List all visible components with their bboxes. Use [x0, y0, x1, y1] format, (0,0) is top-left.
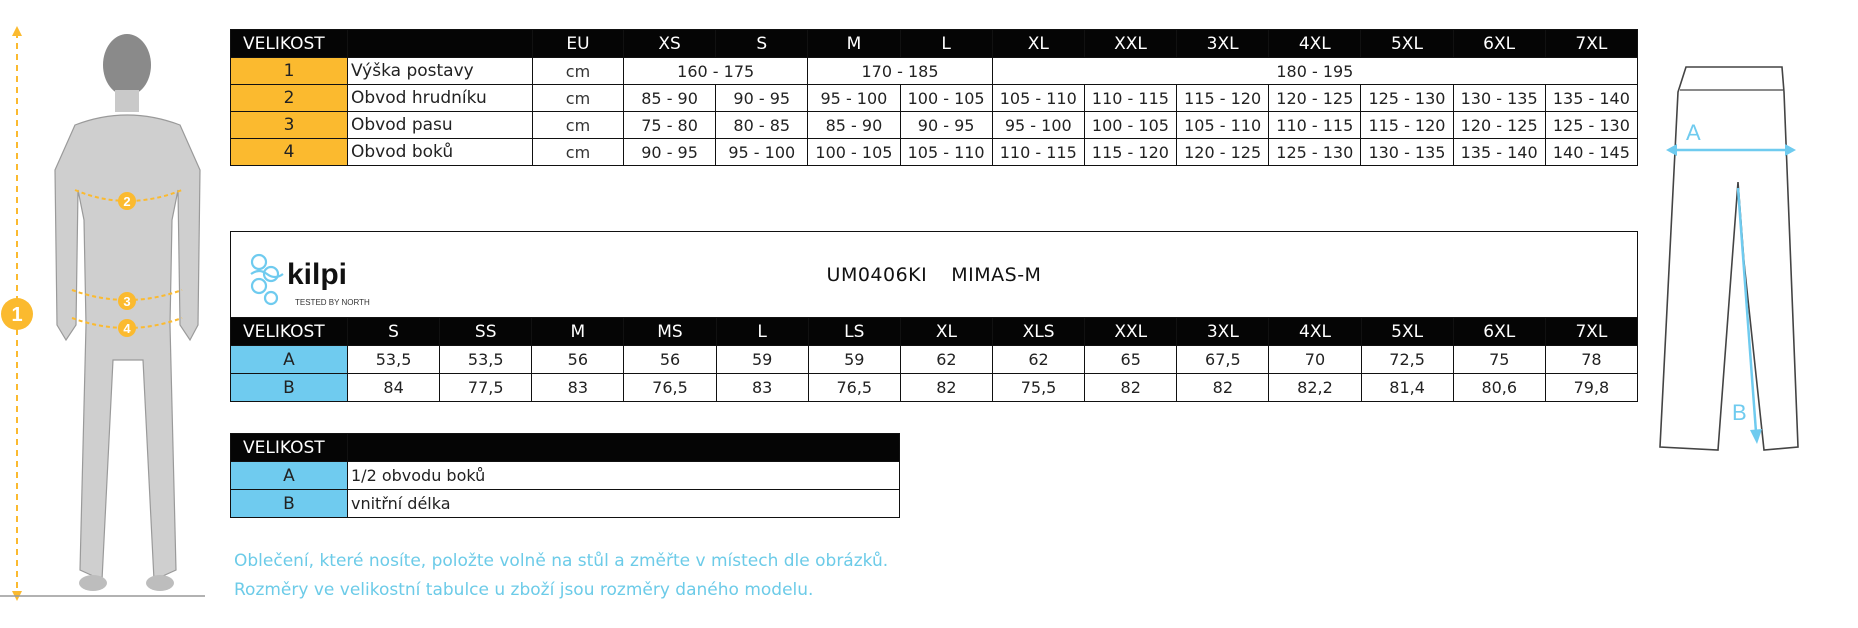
table-row [231, 112, 1638, 139]
header-cell: EU [533, 30, 624, 58]
pants-label-a: A [1686, 120, 1701, 145]
table-cell: 95 - 100 [808, 85, 900, 112]
row-label: Obvod hrudníku [348, 85, 533, 112]
row-label: Obvod boků [348, 139, 533, 166]
table-row [231, 58, 1638, 85]
row-unit: cm [533, 139, 624, 166]
table-cell: 105 - 110 [1177, 112, 1269, 139]
header-cell: 6XL [1453, 318, 1545, 346]
header-cell: SS [440, 318, 532, 346]
table-cell: 160 - 175 [624, 58, 808, 85]
table-cell: 76,5 [624, 374, 716, 402]
table-cell: 83 [532, 374, 624, 402]
table-cell: 105 - 110 [992, 85, 1084, 112]
table-cell: 180 - 195 [992, 58, 1637, 85]
table-cell: 80,6 [1453, 374, 1545, 402]
table-cell: 130 - 135 [1361, 139, 1453, 166]
header-cell: XXL [1085, 318, 1177, 346]
header-cell: XXL [1084, 30, 1176, 58]
table-cell: 65 [1085, 346, 1177, 374]
header-cell: 4XL [1269, 318, 1361, 346]
header-cell: S [716, 30, 808, 58]
legend-table [230, 433, 900, 518]
table-cell: 135 - 140 [1545, 85, 1637, 112]
model-name: MIMAS-M [951, 263, 1042, 286]
table-cell: 85 - 90 [624, 85, 716, 112]
table-cell: 125 - 130 [1269, 139, 1361, 166]
table-cell: 62 [900, 346, 992, 374]
table-cell: 77,5 [440, 374, 532, 402]
table-cell: 76,5 [808, 374, 900, 402]
table-cell: 115 - 120 [1084, 139, 1176, 166]
body-figure [0, 20, 215, 605]
note-line-1: Oblečení, které nosíte, položte volně na stůl a změřte v místech dle obrázků. [234, 551, 889, 571]
row-number: 4 [231, 139, 348, 166]
header-velikost: VELIKOST [231, 434, 348, 462]
table-cell: 135 - 140 [1453, 139, 1545, 166]
table-cell: 67,5 [1177, 346, 1269, 374]
table-cell: 170 - 185 [808, 58, 992, 85]
table-cell: 90 - 95 [624, 139, 716, 166]
table-cell: 81,4 [1361, 374, 1453, 402]
product-header [231, 232, 1638, 318]
header-cell: M [532, 318, 624, 346]
row-number: 3 [231, 112, 348, 139]
model-code: UM0406KI [826, 263, 928, 286]
marker-2-label: 2 [123, 194, 131, 209]
pants-figure [1652, 62, 1802, 457]
table-cell: 53,5 [348, 346, 440, 374]
header-cell: 4XL [1269, 30, 1361, 58]
table-cell: 79,8 [1545, 374, 1637, 402]
table-cell: 110 - 115 [992, 139, 1084, 166]
table-cell: 95 - 100 [716, 139, 808, 166]
table-cell: 80 - 85 [716, 112, 808, 139]
row-label: B [231, 374, 348, 402]
row-description: 1/2 obvodu boků [348, 462, 900, 490]
header-cell: MS [624, 318, 716, 346]
row-unit: cm [533, 112, 624, 139]
row-label: B [231, 490, 348, 518]
header-cell: 5XL [1361, 30, 1453, 58]
pants-label-b: B [1732, 400, 1747, 425]
table-row [231, 490, 900, 518]
header-velikost: VELIKOST [231, 318, 348, 346]
header-cell: XS [624, 30, 716, 58]
kilpi-logo [245, 242, 370, 310]
row-unit: cm [533, 58, 624, 85]
table-cell: 83 [716, 374, 808, 402]
table2-header-row [231, 318, 1638, 346]
table-cell: 110 - 115 [1084, 85, 1176, 112]
table-cell: 56 [532, 346, 624, 374]
table-cell: 82,2 [1269, 374, 1361, 402]
header-cell: 7XL [1545, 30, 1637, 58]
size-table-body [230, 29, 1638, 166]
table-row [231, 139, 1638, 166]
table-cell: 115 - 120 [1361, 112, 1453, 139]
table-cell: 72,5 [1361, 346, 1453, 374]
header-cell: LS [808, 318, 900, 346]
table-cell: 100 - 105 [1084, 112, 1176, 139]
table-cell: 90 - 95 [900, 112, 992, 139]
row-label: Obvod pasu [348, 112, 533, 139]
table-cell: 75 - 80 [624, 112, 716, 139]
table1-header-row [231, 30, 1638, 58]
table-cell: 140 - 145 [1545, 139, 1637, 166]
table-cell: 84 [348, 374, 440, 402]
header-empty [348, 434, 900, 462]
header-velikost: VELIKOST [231, 30, 348, 58]
table-cell: 125 - 130 [1361, 85, 1453, 112]
marker-3-label: 3 [123, 294, 131, 309]
table-cell: 115 - 120 [1177, 85, 1269, 112]
row-unit: cm [533, 85, 624, 112]
header-empty [348, 30, 533, 58]
header-cell: 7XL [1545, 318, 1637, 346]
table-cell: 59 [808, 346, 900, 374]
header-cell: S [348, 318, 440, 346]
header-cell: 6XL [1453, 30, 1545, 58]
table-row [231, 462, 900, 490]
table-cell: 85 - 90 [808, 112, 900, 139]
header-cell: M [808, 30, 900, 58]
header-cell: XL [992, 30, 1084, 58]
table-row [231, 85, 1638, 112]
logo-tagline: TESTED BY NORTH [295, 298, 370, 307]
table-cell: 100 - 105 [808, 139, 900, 166]
table-cell: 110 - 115 [1269, 112, 1361, 139]
row-description: vnitřní délka [348, 490, 900, 518]
table-cell: 90 - 95 [716, 85, 808, 112]
table-cell: 70 [1269, 346, 1361, 374]
row-label: A [231, 462, 348, 490]
row-number: 2 [231, 85, 348, 112]
marker-4-label: 4 [123, 321, 131, 336]
table-cell: 56 [624, 346, 716, 374]
note-line-2: Rozměry ve velikostní tabulce u zboží jsou rozměry daného modelu. [234, 580, 814, 600]
table-cell: 120 - 125 [1269, 85, 1361, 112]
marker-1-label: 1 [11, 304, 23, 326]
table-cell: 82 [1085, 374, 1177, 402]
table-cell: 82 [900, 374, 992, 402]
table-cell: 125 - 130 [1545, 112, 1637, 139]
table-cell: 105 - 110 [900, 139, 992, 166]
table-cell: 95 - 100 [992, 112, 1084, 139]
model-line [231, 264, 1637, 286]
table-cell: 75,5 [992, 374, 1084, 402]
table-cell: 59 [716, 346, 808, 374]
header-cell: XLS [992, 318, 1084, 346]
header-cell: 3XL [1177, 318, 1269, 346]
logo-wordmark: kilpi [287, 258, 348, 291]
table-cell: 53,5 [440, 346, 532, 374]
table-row [231, 374, 1638, 402]
header-cell: L [716, 318, 808, 346]
table-cell: 82 [1177, 374, 1269, 402]
row-label: A [231, 346, 348, 374]
table-cell: 120 - 125 [1177, 139, 1269, 166]
table-cell: 78 [1545, 346, 1637, 374]
row-label: Výška postavy [348, 58, 533, 85]
header-cell: 3XL [1177, 30, 1269, 58]
table-cell: 120 - 125 [1453, 112, 1545, 139]
row-number: 1 [231, 58, 348, 85]
table-cell: 75 [1453, 346, 1545, 374]
table-cell: 62 [992, 346, 1084, 374]
table3-header-row [231, 434, 900, 462]
product-size-table [230, 231, 1638, 402]
header-cell: L [900, 30, 992, 58]
table-row [231, 346, 1638, 374]
header-cell: 5XL [1361, 318, 1453, 346]
table-cell: 100 - 105 [900, 85, 992, 112]
table-cell: 130 - 135 [1453, 85, 1545, 112]
header-cell: XL [900, 318, 992, 346]
